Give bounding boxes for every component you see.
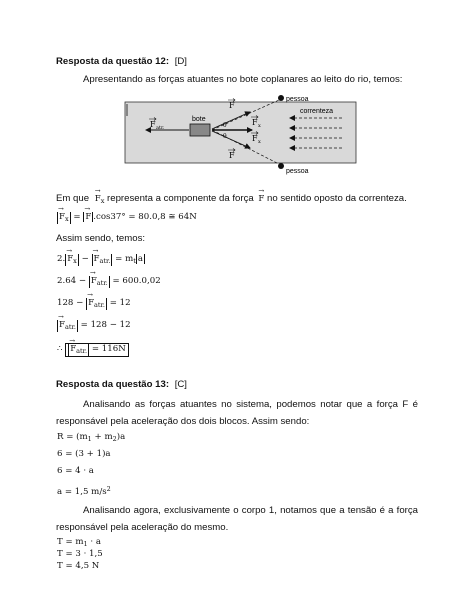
eq2-left: 2. bbox=[57, 254, 66, 264]
q12-eq5 bbox=[57, 320, 131, 332]
q13-eq7: T = 4,5 N bbox=[57, 561, 100, 571]
eq4-fatr-mag: → $F_{atr.}$ bbox=[86, 298, 107, 310]
q12-eq2: $2.\to F_x$ − → $F_{atr.} = m_t$ a bbox=[57, 254, 145, 267]
eq4-left: 128 − bbox=[57, 298, 84, 308]
label-fx-top: F bbox=[252, 118, 258, 127]
q12-em-que bbox=[56, 193, 407, 207]
eq6-result-box bbox=[65, 343, 129, 357]
eq2-a-mag: a bbox=[137, 254, 144, 264]
q13-eq5-text: T = m bbox=[57, 537, 84, 547]
q12-force-diagram bbox=[122, 94, 362, 176]
label-fatr: F bbox=[150, 120, 156, 129]
pessoa-bottom-dot bbox=[278, 163, 284, 169]
eq2-fatr-mag: → $F_{atr.}$ bbox=[92, 254, 113, 266]
label-f-bottom: F bbox=[229, 151, 235, 160]
q12-title: Resposta da questão 12: bbox=[56, 56, 170, 67]
q13-title: Resposta da questão 13: bbox=[56, 379, 170, 390]
q12-eq6 bbox=[57, 343, 129, 357]
q13-eq1-text: R = (m bbox=[57, 432, 88, 442]
label-bote: bote bbox=[192, 116, 206, 123]
q12-intro: Apresentando as forças atuantes no bote coplanares ao leito do rio, temos: bbox=[83, 74, 403, 85]
q13-eq2: 6 = (3 + 1)a bbox=[57, 449, 111, 459]
q12-eq3 bbox=[57, 276, 161, 288]
eq5-fatr-mag: → $F_{atr.}$ bbox=[57, 320, 78, 332]
eq4-right: = 12 bbox=[109, 298, 131, 308]
label-f-top: F bbox=[229, 101, 235, 110]
eq6-value: = 116N bbox=[91, 344, 126, 354]
q13-paragraph-1: Analisando as forças atuantes no sistema, podemos notar que a força F é responsável pela aceleração dos dois blocos. Assim sendo: bbox=[56, 399, 418, 427]
boat bbox=[190, 124, 210, 136]
q13-eq5: $T = m_1 \cdot a$ bbox=[57, 537, 102, 548]
label-fx-top-sub: x bbox=[258, 123, 261, 129]
q13-answer: [C] bbox=[174, 379, 187, 390]
pessoa-top-dot bbox=[278, 95, 284, 101]
eq1-f-mag: → F bbox=[83, 212, 93, 222]
em-que-text-2: representa a componente da força bbox=[104, 193, 254, 204]
label-pessoa-bottom: pessoa bbox=[286, 168, 309, 175]
q13-eq1: $R = (m_1 + m_2)a$ bbox=[57, 432, 126, 443]
em-que-fx: → $F_x$ bbox=[95, 194, 105, 207]
label-theta-top: θ bbox=[223, 122, 227, 129]
q13-eq6: T = 3 · 1,5 bbox=[57, 549, 103, 559]
eq6-therefore: ∴ bbox=[57, 344, 63, 354]
em-que-text-3: no sentido oposto da correnteza. bbox=[264, 193, 407, 204]
eq2-right: = m bbox=[115, 254, 134, 264]
eq6-fatr-mag: → $F_{atr.}$ bbox=[68, 344, 89, 356]
q13-heading bbox=[56, 379, 187, 391]
q12-eq4 bbox=[57, 298, 131, 310]
label-correnteza: correnteza bbox=[300, 108, 334, 115]
eq3-right: = 600.0,02 bbox=[112, 276, 161, 286]
label-fatr-sub: atr. bbox=[156, 125, 165, 131]
label-theta-bottom: θ bbox=[223, 133, 227, 140]
q12-eq1: → $F_x$ = → F .cos37° = 80.0,8 ≅ 64N bbox=[57, 212, 197, 224]
q13-eq3: 6 = 4 · a bbox=[57, 466, 94, 476]
eq1-rest: .cos37° = 80.0,8 ≅ 64N bbox=[93, 212, 197, 222]
eq3-fatr-mag: → $F_{atr.}$ bbox=[89, 276, 110, 288]
q13-eq4: a = 1,5 $m/s^2$ bbox=[57, 485, 111, 497]
q12-answer: [D] bbox=[174, 56, 187, 67]
q12-assim: Assim sendo, temos: bbox=[56, 233, 146, 244]
q12-heading bbox=[56, 56, 187, 68]
q13-eq4-text: a = 1,5 m/s bbox=[57, 487, 107, 497]
label-fx-bottom: F bbox=[252, 134, 258, 143]
eq3-left: 2.64 − bbox=[57, 276, 87, 286]
eq5-right: = 128 − 12 bbox=[80, 320, 131, 330]
eq1-fx-mag: → $F_x$ bbox=[57, 212, 71, 224]
em-que-text-1: Em que bbox=[56, 193, 90, 204]
eq2-fx-mag: → $F_x$ bbox=[65, 254, 79, 266]
q13-paragraph-2: Analisando agora, exclusivamente o corpo 1, notamos que a tensão é a força responsável pela aceleração do mesmo. bbox=[56, 505, 418, 533]
em-que-f: → F bbox=[258, 194, 264, 205]
label-pessoa-top: pessoa bbox=[286, 96, 309, 103]
label-fx-bottom-sub: x bbox=[258, 139, 261, 145]
